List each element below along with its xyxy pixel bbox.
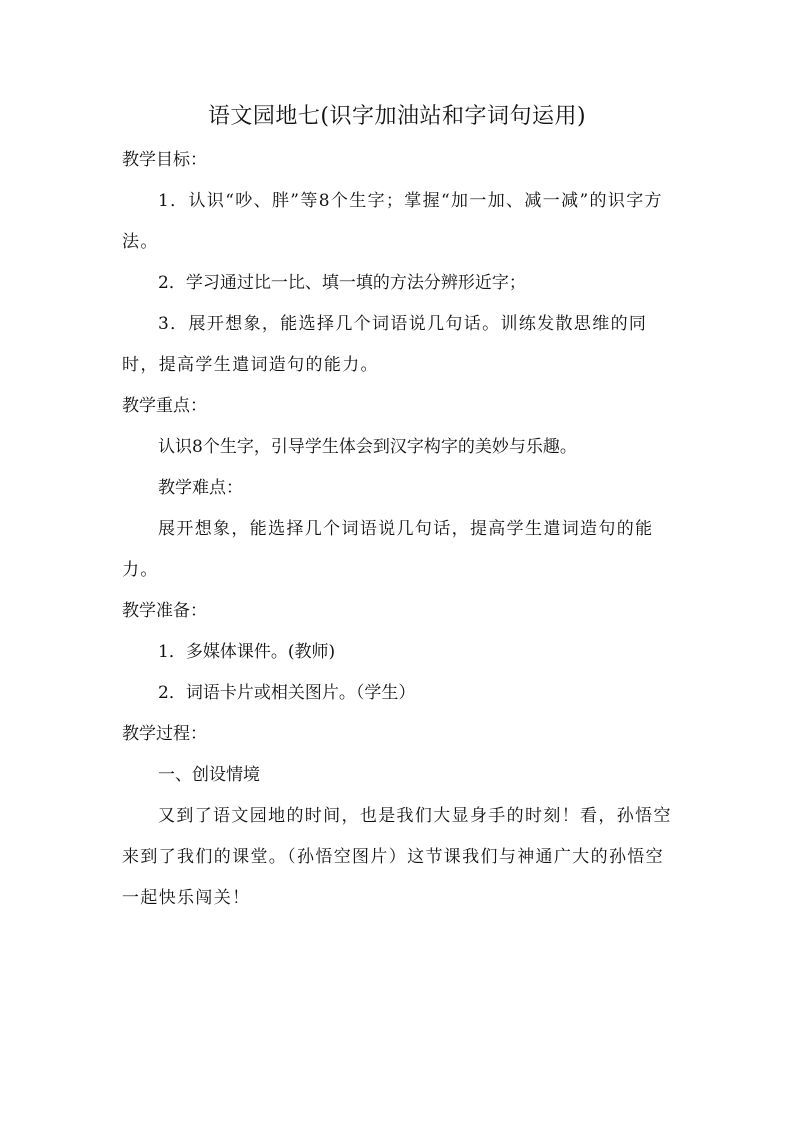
preparation-item-2: 2．词语卡片或相关图片。（学生） [158, 683, 416, 703]
preparation-item-1: 1．多媒体课件。(教师) [158, 642, 336, 662]
key-points-text: 认识8个生字，引导学生体会到汉字构字的美妙与乐趣。 [158, 437, 577, 457]
document-body [122, 140, 682, 919]
key-points-heading: 教学重点： [122, 396, 207, 416]
objectives-heading: 教学目标： [122, 150, 207, 170]
objective-item-1: 1．认识“吵、胖”等8个生字；掌握“加一加、减一减”的识字方法。 [122, 191, 663, 252]
difficulties-heading: 教学难点： [158, 478, 243, 498]
preparation-heading: 教学准备： [122, 601, 207, 621]
objective-item-2: 2．学习通过比一比、填一填的方法分辨形近字； [158, 273, 526, 293]
process-heading: 教学过程： [122, 724, 207, 744]
objective-item-3: 3．展开想象，能选择几个词语说几句话。训练发散思维的同时，提高学生遣词造句的能力。 [122, 314, 648, 375]
document-title: 语文园地七(识字加油站和字词句运用) [207, 104, 587, 129]
difficulties-text: 展开想象，能选择几个词语说几句话，提高学生遣词造句的能力。 [122, 519, 654, 580]
process-section-text: 又到了语文园地的时间，也是我们大显身手的时刻！看，孙悟空来到了我们的课堂。（孙悟空图片）这节课我们与神通广大的孙悟空一起快乐闯关！ [122, 806, 672, 908]
process-section-title: 一、创设情境 [158, 765, 260, 785]
